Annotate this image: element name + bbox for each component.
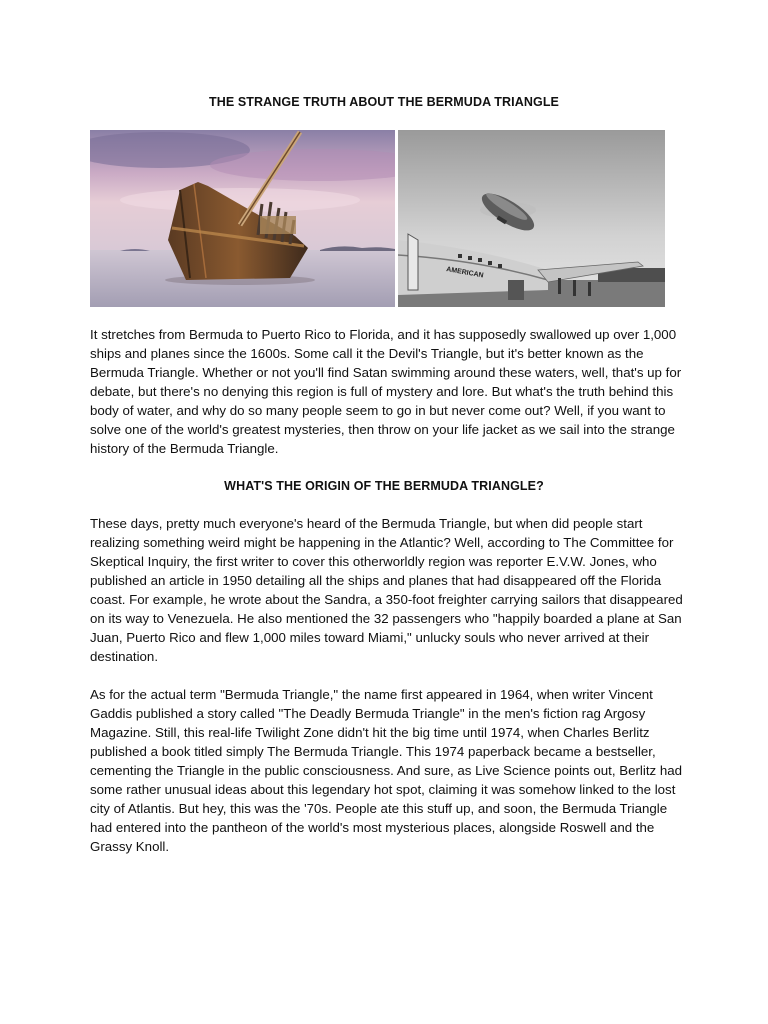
plane-livery-text: AMERICAN [445,266,485,280]
section-heading: WHAT'S THE ORIGIN OF THE BERMUDA TRIANGLE? [224,479,544,493]
page-title: THE STRANGE TRUTH ABOUT THE BERMUDA TRIANGLE [209,95,559,109]
paragraph-term: As for the actual term "Bermuda Triangle," the name first appeared in 1964, when writer Vincent Gaddis published a story called "The Deadly Bermuda Triangle" in the men's fiction rag Argosy Magazine. Still, this real-life Twilight Zone didn't hit the big time until 1974, when Charles Berlitz published a book titled simply The Bermuda Triangle. This 1974 paperback became a bestseller, cementing the Triangle in the public consciousness. And sure, as Live Science points out, Berlitz had some rather unusual ideas about this legendary hot spot, claiming it was somehow linked to the lost city of Atlantis. But hey, this was the '70s. People ate this stuff up, and soon, the Bermuda Triangle had entered into the pantheon of the world's most mysterious places, alongside Roswell and the Grassy Knoll. [90,687,683,854]
shipwreck-photo [90,130,395,307]
paragraph-intro: It stretches from Bermuda to Puerto Rico to Florida, and it has supposedly swallowed up over 1,000 ships and planes since the 1600s. Some call it the Devil's Triangle, but it's better known as the Bermuda Triangle. Whether or not you'll find Satan swimming around these waters, well, that's up for debate, but there's no denying this region is full of mystery and lore. But what's the truth behind this body of water, and why do so many people seem to go in but never come out? Well, if you want to solve one of the world's greatest mysteries, then throw on your life jacket as we sail into the strange history of the Bermuda Triangle. [90,327,682,456]
paragraph-origin: These days, pretty much everyone's heard of the Bermuda Triangle, but when did people start realizing something weird might be happening in the Atlantic? Well, according to The Committee for Skeptical Inquiry, the first writer to cover this otherworldly region was reporter E.V.W. Jones, who published an article in 1950 detailing all the ships and planes that had disappeared off the Florida coast. For example, he wrote about the Sandra, a 350-foot freighter carrying sailors that disappeared on its way to Venezuela. He also mentioned the 32 passengers who "happily boarded a plane at San Juan, Puerto Rico and flew 1,000 miles toward Miami," unlucky souls who never arrived at their destination. [90,516,683,664]
blimp-airplane-photo [398,130,665,307]
